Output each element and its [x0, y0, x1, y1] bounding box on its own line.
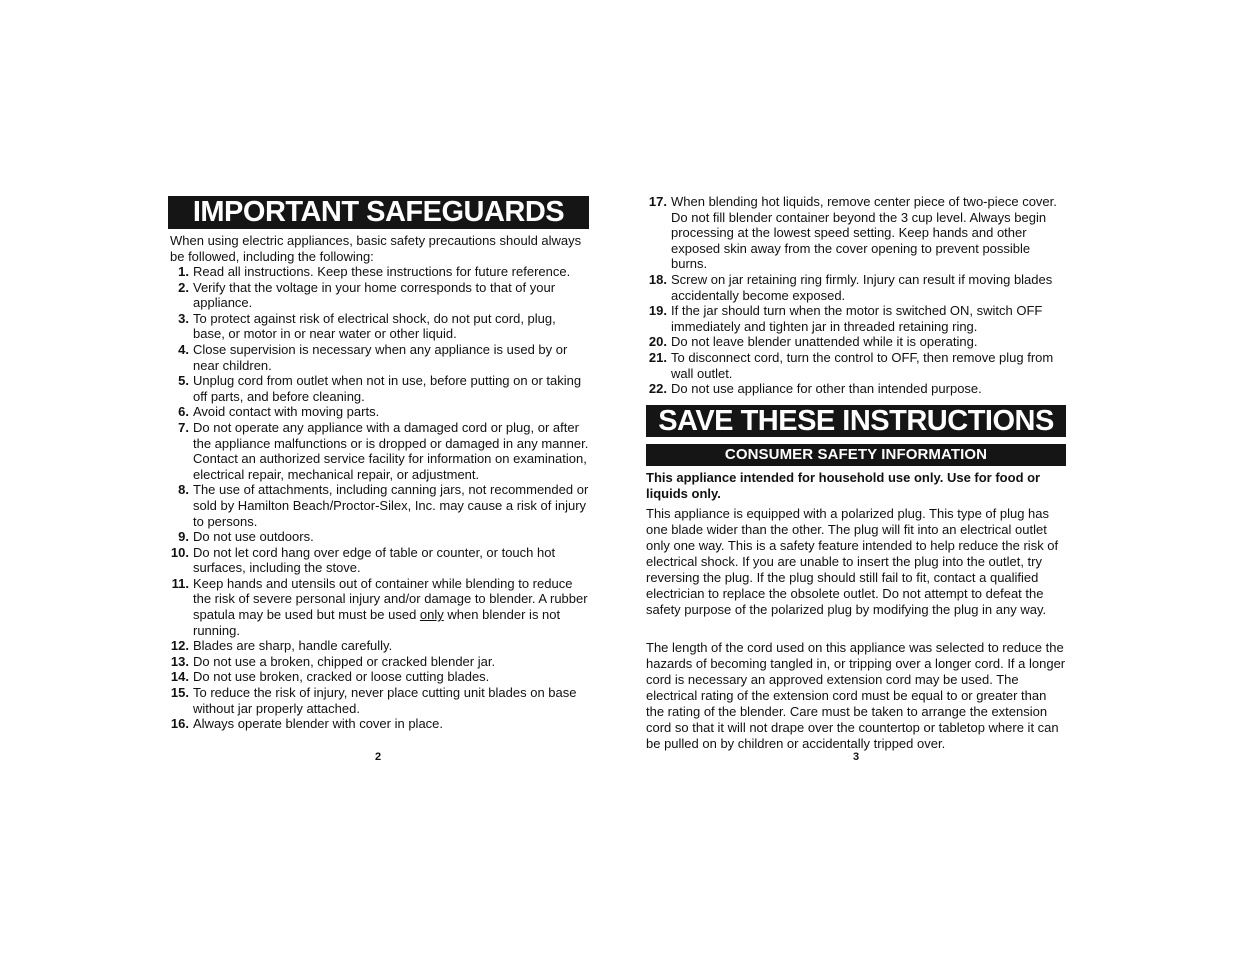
item-text: Do not leave blender unattended while it is operating. — [671, 334, 978, 350]
item-text: To reduce the risk of injury, never place cutting unit blades on base without jar properly attached. — [193, 685, 577, 716]
item-text: To protect against risk of electrical shock, do not put cord, plug, base, or motor in or near water or other liquid. — [193, 310, 556, 342]
list-item — [646, 272, 1066, 303]
item-text: If the jar should turn when the motor is switched ON, switch OFF immediately and tighten jar in threaded retaining ring. — [671, 303, 1043, 334]
list-item — [646, 194, 1066, 272]
item-number: 6. — [178, 404, 189, 420]
item-text-before: Keep hands and utensils out of container while blending to reduce the risk of severe personal injury and/or damage to blender. A rubber spatula may be used but must be used — [193, 575, 588, 623]
item-text: Always operate blender with cover in place. — [193, 716, 444, 732]
item-text: Do not use outdoors. — [193, 529, 314, 545]
item-text: Screw on jar retaining ring firmly. Injury can result if moving blades accidentally become exposed. — [671, 271, 1053, 303]
item-text: The use of attachments, including canning jars, not recommended or sold by Hamilton Beach/Proctor-Silex, Inc. may cause a risk of injury to persons. — [193, 482, 589, 529]
list-item — [168, 420, 589, 482]
item-text: Do not operate any appliance with a damaged cord or plug, or after the appliance malfunctions or is dropped or damaged in any manner. Contact an authorized service facility for information on examination, electrical repair, mechanical repair, or adjustment. — [193, 419, 589, 482]
item-number: 8. — [178, 482, 189, 498]
item-text: Unplug cord from outlet when not in use, before putting on or taking off parts, and before cleaning. — [193, 373, 582, 404]
list-item — [168, 311, 589, 342]
item-number: 13. — [170, 653, 189, 669]
page-number-left: 2 — [374, 751, 382, 763]
list-item — [646, 303, 1066, 334]
underlined-emphasis: only — [419, 607, 444, 623]
item-text: Do not use appliance for other than intended purpose. — [671, 381, 982, 397]
safeguards-list-left — [168, 264, 589, 732]
list-item — [168, 685, 589, 716]
item-text: Verify that the voltage in your home corresponds to that of your appliance. — [193, 279, 556, 311]
item-number: 11. — [171, 575, 189, 591]
item-number: 3. — [178, 310, 189, 326]
cord-length-paragraph: The length of the cord used on this appliance was selected to reduce the hazards of becoming tangled in, or tripping over a longer cord. If a longer cord is necessary an approved extension cord may be used. The electrical rating of the extension cord must be equal to or greater than the rating of the blender. Care must be taken to arrange the extension cord so that it will not drape over the countertop or tabletop where it can be pulled on by children or accidentally tripped over. — [646, 640, 1066, 751]
item-number: 19. — [648, 303, 667, 319]
item-number: 16. — [170, 716, 189, 732]
item-text: Close supervision is necessary when any appliance is used by or near children. — [193, 341, 568, 373]
item-number: 7. — [178, 419, 189, 435]
item-number: 22. — [648, 381, 667, 397]
item-text: Do not let cord hang over edge of table or counter, or touch hot surfaces, including the stove. — [193, 544, 556, 576]
item-text: Do not use a broken, chipped or cracked blender jar. — [193, 653, 496, 669]
item-number: 5. — [178, 373, 189, 389]
list-item — [168, 545, 589, 576]
item-number: 18. — [648, 271, 667, 287]
item-text: When blending hot liquids, remove center piece of two-piece cover. Do not fill blender container beyond the 3 cup level. Always begin processing at the lowest speed setting. Keep hands and other exposed skin away from the cover opening to prevent possible burns. — [671, 194, 1057, 272]
household-use-note: This appliance intended for household use only. Use for food or liquids only. — [646, 470, 1041, 501]
list-item — [168, 373, 589, 404]
item-text: Avoid contact with moving parts. — [193, 404, 380, 420]
list-item — [168, 482, 589, 529]
item-text: Do not use broken, cracked or loose cutting blades. — [193, 669, 490, 685]
item-number: 20. — [648, 334, 667, 350]
list-item — [168, 716, 589, 732]
item-number: 9. — [178, 529, 189, 545]
page-number-right: 3 — [852, 751, 860, 763]
polarized-plug-paragraph: This appliance is equipped with a polarized plug. This type of plug has one blade wider than the other. The plug will fit into an electrical outlet only one way. This is a safety feature intended to help reduce the risk of electrical shock. If you are unable to insert the plug into the outlet, try reversing the plug. If the plug should still fail to fit, contact a qualified electrician to replace the obsolete outlet. Do not attempt to defeat the safety purpose of the polarized plug by modifying the plug in any way. — [646, 506, 1059, 617]
list-item — [168, 264, 589, 280]
item-text: Read all instructions. Keep these instructions for future reference. — [193, 264, 571, 279]
item-number: 21. — [648, 349, 667, 365]
list-item — [168, 576, 589, 638]
list-item — [168, 638, 589, 654]
list-item — [168, 404, 589, 420]
save-instructions-heading: SAVE THESE INSTRUCTIONS — [646, 405, 1066, 437]
item-number: 4. — [178, 341, 189, 357]
item-number: 17. — [648, 194, 667, 209]
list-item — [168, 654, 589, 670]
item-number: 10. — [170, 544, 189, 560]
item-text-after: when blender is not running. — [193, 607, 561, 638]
list-item — [646, 350, 1066, 381]
item-number: 2. — [178, 279, 189, 295]
item-text: To disconnect cord, turn the control to OFF, then remove plug from wall outlet. — [671, 349, 1054, 381]
important-safeguards-heading: IMPORTANT SAFEGUARDS — [168, 196, 589, 229]
item-number: 1. — [178, 264, 189, 279]
list-item — [168, 280, 589, 311]
list-item — [646, 334, 1066, 350]
list-item — [168, 342, 589, 373]
consumer-safety-subheading: CONSUMER SAFETY INFORMATION — [646, 444, 1066, 466]
list-item — [168, 669, 589, 685]
item-number: 14. — [170, 669, 189, 685]
item-text: Blades are sharp, handle carefully. — [193, 638, 393, 654]
item-number: 15. — [170, 685, 189, 701]
safeguards-list-right — [646, 194, 1066, 397]
list-item — [646, 381, 1066, 397]
item-number: 12. — [170, 638, 189, 654]
list-item — [168, 529, 589, 545]
intro-text: When using electric appliances, basic safety precautions should always be followed, including the following: — [170, 233, 582, 264]
